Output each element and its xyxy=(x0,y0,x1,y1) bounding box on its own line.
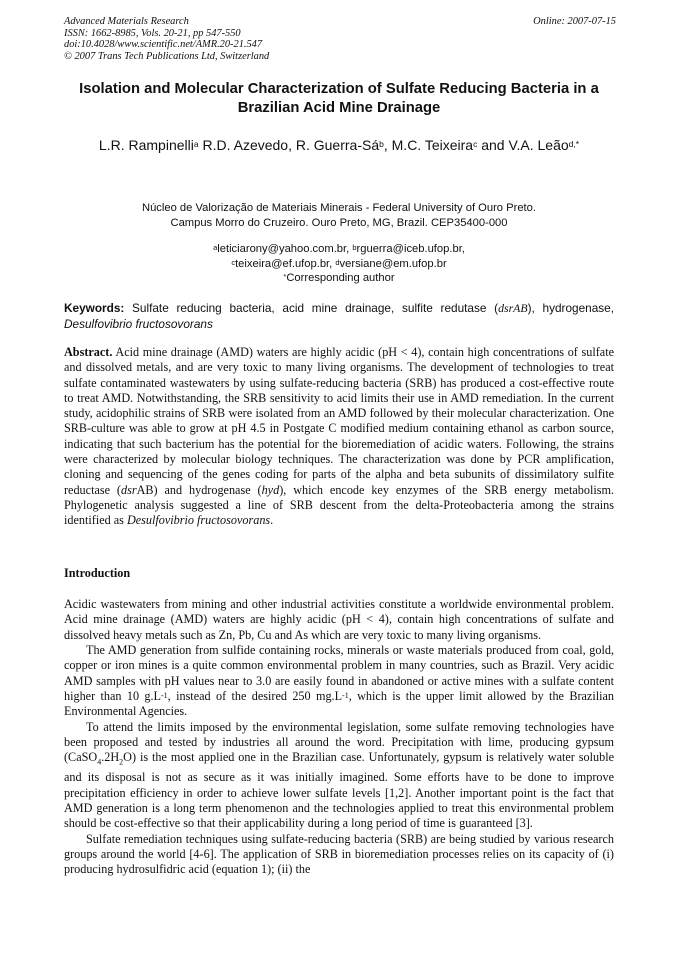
subscript: 2 xyxy=(119,757,124,767)
email-mark: a xyxy=(213,243,218,252)
paragraph-text: , which is the upper limit allowed by the Brazilian Environmental Agencies. xyxy=(64,689,614,719)
superscript: -1 xyxy=(161,691,168,701)
abstract-species: Desulfovibrio fructosovorans xyxy=(126,513,271,528)
abstract-gene: dsr xyxy=(121,482,137,497)
online-date: Online: 2007-07-15 xyxy=(533,16,616,27)
abstract xyxy=(64,345,614,529)
paragraph-text: The AMD generation from sulfide containing rocks, minerals or waste materials produced from coal, gold, copper or iron mines is a quite common environmental problem in many countries, such as Brazil. Very acidic AMD samples with pH values near to 3.0 are easily found in abandoned or active mines with a sulfate content higher than 10 g.L xyxy=(64,643,614,704)
author-mark: b xyxy=(379,139,384,149)
issn-line: ISSN: 1662-8985, Vols. 20-21, pp 547-550 xyxy=(64,27,241,39)
email-mark: c xyxy=(231,257,236,267)
author-mark: a xyxy=(193,139,199,149)
keyword-species: Desulfovibrio fructosovorans xyxy=(64,316,213,331)
author-mark: c xyxy=(473,139,478,149)
paragraph xyxy=(64,643,614,720)
paragraph-text: , instead of the desired 250 mg.L xyxy=(167,689,343,704)
keywords-text: Sulfate reducing bacteria, acid mine drainage, sulfite redutase ( xyxy=(124,301,499,315)
journal-name: Advanced Materials Research xyxy=(64,16,189,27)
keywords-label: Keywords: xyxy=(64,301,125,315)
paragraph: Sulfate remediation techniques using sulfate-reducing bacteria (SRB) are being studied by various research groups around the world [4-6]. The application of SRB in bioremediation processes relies on its capacity of (i) producing hydrosulfidric acid (equation 1); (ii) the xyxy=(64,831,614,877)
abstract-text: AB) and hydrogenase ( xyxy=(136,482,262,497)
keywords-text: ), hydrogenase, xyxy=(527,301,614,315)
abstract-text: . xyxy=(270,513,274,528)
affiliation-line: Campus Morro do Cruzeiro. Ouro Preto, MG, Brazil. CEP35400-000 xyxy=(170,217,508,229)
email-mark: d xyxy=(335,257,340,267)
doi-line: doi:10.4028/www.scientific.net/AMR.20-21.547 xyxy=(64,39,263,50)
subscript: 4 xyxy=(97,757,102,767)
author-mark: d,* xyxy=(568,139,580,149)
paper-title: Isolation and Molecular Characterization of Sulfate Reducing Bacteria in a Brazilian Acid Mine Drainage xyxy=(79,81,599,116)
author-name: R.D. Azevedo, R. Guerra-Sá xyxy=(198,137,380,153)
corresponding-author-label: Corresponding author xyxy=(286,272,395,284)
journal-header xyxy=(64,16,616,62)
affiliation-line: Núcleo de Valorização de Materiais Minerais - Federal University of Ouro Preto. xyxy=(141,202,536,214)
abstract-label: Abstract. xyxy=(64,345,113,359)
email-block xyxy=(64,242,614,286)
author-name: , M.C. Teixeira xyxy=(383,137,474,153)
abstract-text: ), which encode key enzymes of the SRB energy metabolism. Phylogenetic analysis suggested a line of SRB descent from the delta-Proteobacteria among the strains identified as xyxy=(64,482,614,528)
paragraph: Acidic wastewaters from mining and other industrial activities constitute a worldwide environmental problem. Acid mine drainage (AMD) waters are highly acidic (pH < 4), contain high concentrations of sulfate and dissolved heavy metals such as Zn, Pb, Cu and As which are very toxic to many living organisms. xyxy=(64,597,614,642)
paragraph-text: .2H xyxy=(101,750,120,765)
author-list xyxy=(64,136,614,154)
section-heading: Introduction xyxy=(64,566,131,580)
paragraph-text: To attend the limits imposed by the environmental legislation, some sulfate removing technologies have been proposed and tested by industries all around the word. Precipitation with lime, producing gypsum (CaSO xyxy=(64,719,614,765)
copyright-line: © 2007 Trans Tech Publications Ltd, Switzerland xyxy=(64,50,270,62)
affiliation xyxy=(64,201,614,231)
email-mark: b xyxy=(352,243,357,252)
abstract-gene: hyd xyxy=(261,482,280,497)
paragraph-text: O) is the most applied one in the Brazilian case. Unfortunately, gypsum is relatively water soluble and its disposal is not as secure as it was initially imagined. Some efforts have to be done to improve precipitation efficiency in order to achieve lower sulfate levels [1,2]. Another important point is the fact that AMD generation is a long term phenomenon and the technologies applied to treat this environmental problem should be cost-effective so that their applicability during a long period of time is guaranteed [3]. xyxy=(64,750,614,831)
keywords xyxy=(64,301,614,333)
corresponding-mark: * xyxy=(283,272,287,281)
paragraph xyxy=(64,720,614,832)
author-name: and V.A. Leão xyxy=(477,137,569,153)
email-link[interactable]: leticiarony@yahoo.com.br, xyxy=(217,243,353,255)
email-link[interactable]: rguerra@iceb.ufop.br, xyxy=(356,243,465,255)
introduction-body xyxy=(64,597,614,878)
keyword-gene: dsrAB xyxy=(498,301,528,315)
superscript: -1 xyxy=(342,691,349,701)
email-link[interactable]: versiane@em.ufop.br xyxy=(339,257,447,270)
author-name: L.R. Rampinelli xyxy=(98,137,194,153)
abstract-text: Acid mine drainage (AMD) waters are highly acidic (pH < 4), contain high concentrations of sulfate and dissolved metals, and are very toxic to many living organisms. The development of technologies to treat sulfate contaminated wastewaters by using sulfate-reducing bacteria (SRB) has produced a cost-effective route to treat AMD. Notwithstanding, the SRB sensitivity to acid limits their use in AMD remediation. In the current study, acidophilic strains of SRB were isolated from an AMD followed by their molecular characterization. One SRB-culture was able to grow at pH 4.5 in Postgate C modified medium containing ethanol as carbon source, indicating that such bacterium has the potential for the bioremediation of acidic waters. Following, the strains were characterized by molecular biology techniques. The characterization was done by PCR amplification, cloning and sequencing of the genes coding for parts of the alpha and beta subunits of dissimilatory sulfite reductase ( xyxy=(64,345,614,497)
email-link[interactable]: teixeira@ef.ufop.br, xyxy=(235,257,336,270)
